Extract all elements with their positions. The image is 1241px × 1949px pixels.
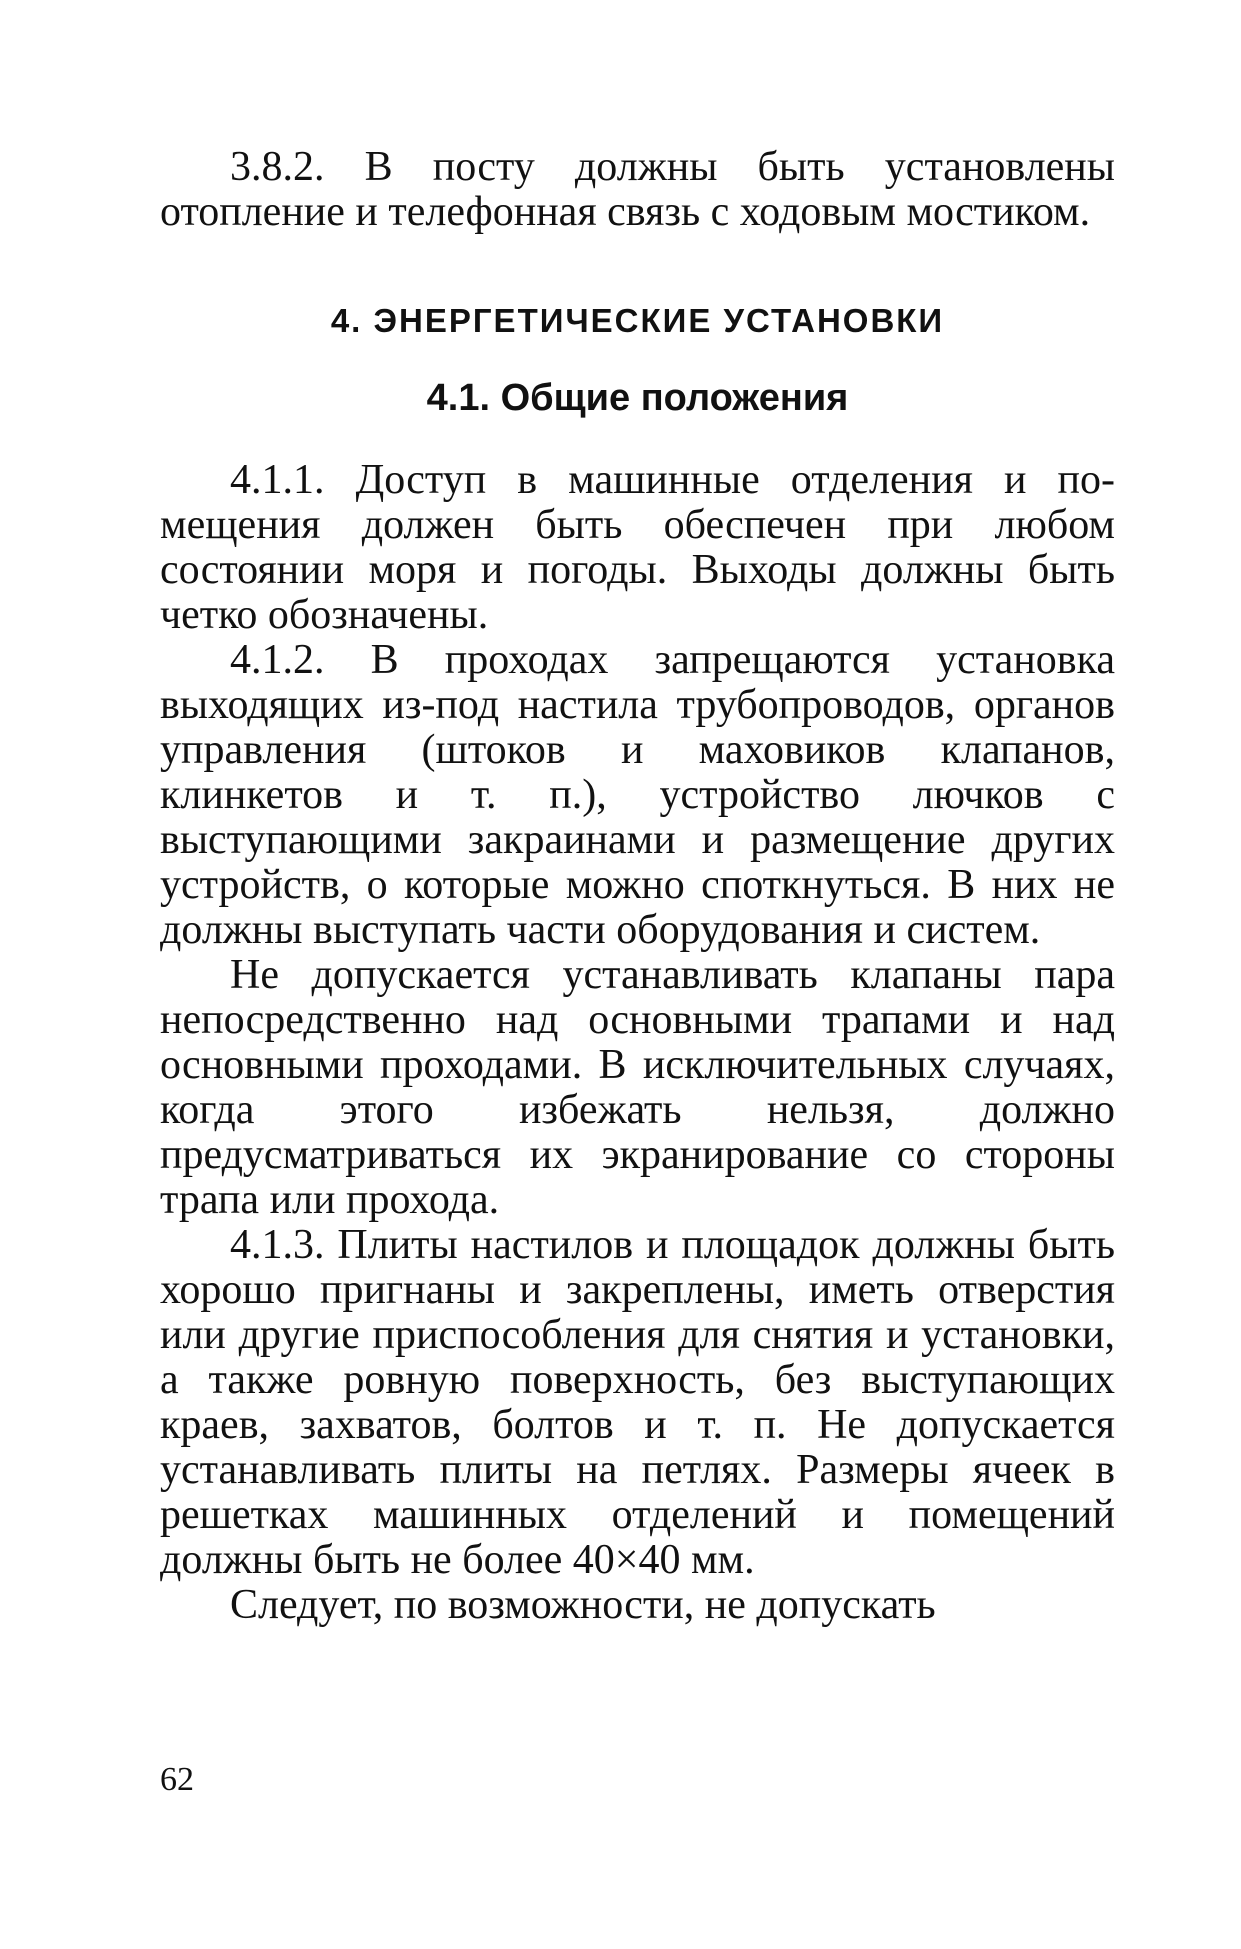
page-number: 62	[160, 1761, 194, 1798]
paragraph-steam-valves: Не допускается устанавливать клапаны пара непосредственно над основными трапами и над основными проходами. В исключительных случаях, когда этого избежать нельзя, должно предусматриваться их экранирование со стороны трапа или прохода.	[160, 952, 1115, 1223]
paragraph-4-1-2: 4.1.2. В проходах запрещаются установка выходящих из-под настила трубопроводов, органов управления (штоков и маховиков клапанов, клинкетов и т. п.), устройство лючков с выступающими закраинами и размещение других устройств, о которые можно споткнуться. В них не должны выступать части оборудования и систем.	[160, 637, 1115, 953]
section-heading: 4. ЭНЕРГЕТИЧЕСКИЕ УСТАНОВКИ	[330, 302, 945, 339]
page-body	[160, 145, 1115, 1628]
paragraph-4-1-1: 4.1.1. Доступ в машинные отделения и помещения должен быть обеспечен при любом состоянии моря и погоды. Выходы должны быть четко обозначены.	[160, 457, 1115, 638]
paragraph-3-8-2: 3.8.2. В посту должны быть установлены отопление и телефонная связь с ходовым мостиком.	[160, 144, 1115, 235]
subsection-heading: 4.1. Общие положения	[426, 377, 849, 419]
paragraph-continuation: Следует, по возможности, не допускать	[230, 1582, 936, 1628]
paragraph-4-1-3: 4.1.3. Плиты настилов и площадок должны быть хорошо пригнаны и закреплены, иметь отверстия или другие приспособления для снятия и установки, а также ровную поверхность, без выступающих краев, захватов, болтов и т. п. Не допускается устанавливать плиты на петлях. Размеры ячеек в решетках машинных отделений и помещений должны быть не более 40×40 мм.	[160, 1222, 1115, 1583]
